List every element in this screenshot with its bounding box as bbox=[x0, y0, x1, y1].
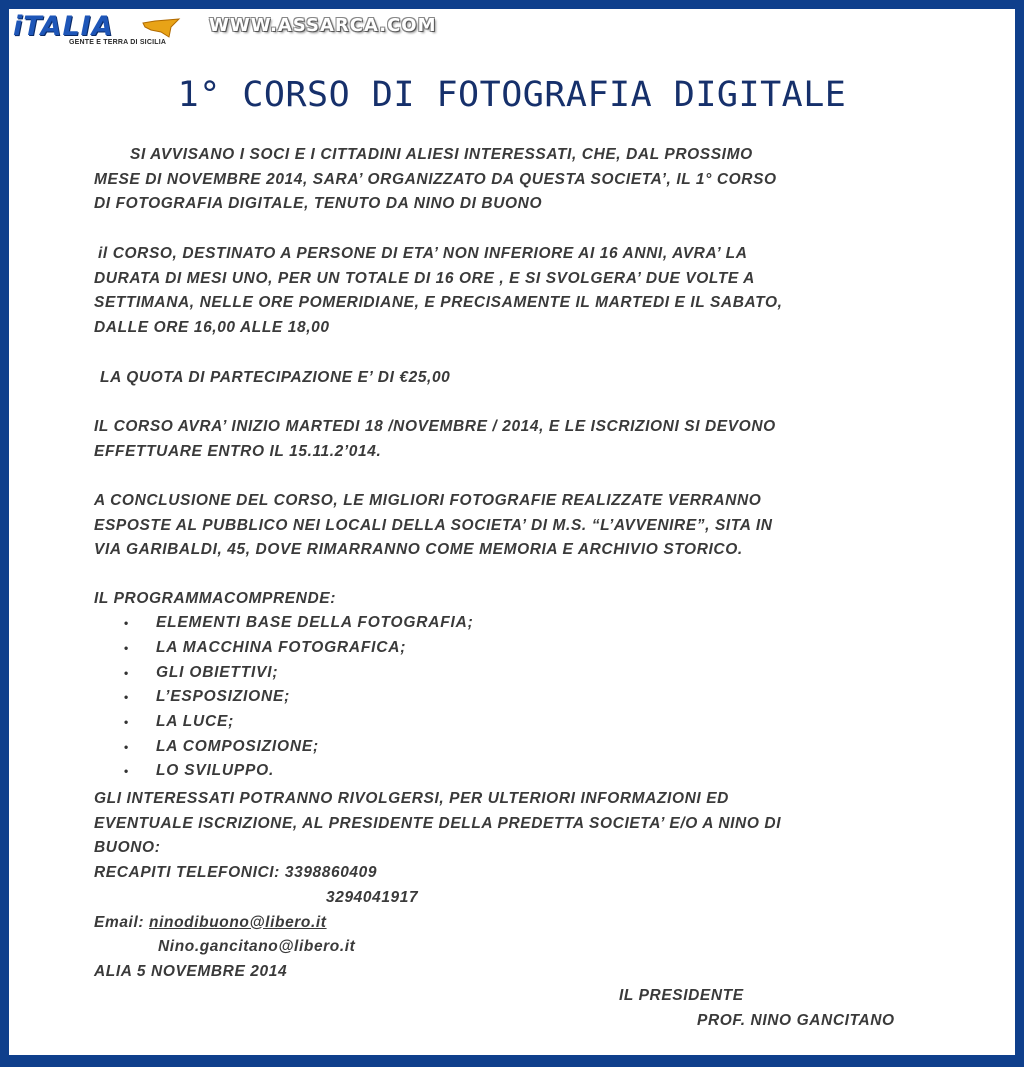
email-line bbox=[94, 911, 946, 936]
program-heading bbox=[94, 587, 946, 612]
italia-logo[interactable] bbox=[11, 11, 201, 51]
text-line: SI AVVISANO I SOCI E I CITTADINI ALIESI INTERESSATI, CHE, DAL PROSSIMO bbox=[130, 146, 753, 163]
list-item-text: LA MACCHINA FOTOGRAFICA; bbox=[156, 639, 407, 657]
bullet-icon: • bbox=[124, 715, 130, 730]
logo-text: iTALIA bbox=[13, 11, 114, 42]
paragraph-fee bbox=[94, 366, 946, 391]
sicily-map-icon bbox=[141, 17, 181, 39]
document-date: ALIA 5 NOVEMBRE 2014 bbox=[94, 962, 288, 980]
bullet-icon: • bbox=[124, 739, 130, 754]
paragraph-start-date bbox=[94, 415, 946, 464]
text-line: VIA GARIBALDI, 45, DOVE RIMARRANNO COME MEMORIA E ARCHIVIO STORICO. bbox=[94, 541, 743, 559]
text-line: LA QUOTA DI PARTECIPAZIONE E’ DI €25,00 bbox=[100, 369, 451, 386]
text-line: EFFETTUARE ENTRO IL 15.11.2’014. bbox=[94, 442, 382, 460]
signature-role: IL PRESIDENTE bbox=[619, 987, 744, 1004]
phone-label: RECAPITI TELEFONICI: bbox=[94, 864, 280, 882]
bullet-icon: • bbox=[124, 616, 130, 631]
text-line: IL PROGRAMMACOMPRENDE: bbox=[94, 590, 336, 607]
list-item bbox=[94, 685, 694, 710]
text-line: SETTIMANA, NELLE ORE POMERIDIANE, E PRECISAMENTE IL MARTEDI E IL SABATO, bbox=[94, 294, 783, 312]
paragraph-course-details bbox=[94, 242, 946, 341]
list-item-text: LA LUCE; bbox=[156, 713, 235, 731]
logo-subtitle: GENTE E TERRA DI SICILIA bbox=[69, 39, 167, 46]
phone-line bbox=[94, 861, 946, 886]
page-title: 1° CORSO DI FOTOGRAFIA DIGITALE bbox=[177, 75, 847, 115]
phone-number[interactable]: 3294041917 bbox=[326, 888, 419, 906]
email-link[interactable]: ninodibuono@libero.it bbox=[149, 913, 327, 931]
paragraph-intro bbox=[94, 143, 946, 217]
email-label: Email: bbox=[94, 913, 145, 931]
list-item bbox=[94, 660, 694, 685]
phone-number[interactable]: 3398860409 bbox=[284, 864, 378, 882]
text-line: DURATA DI MESI UNO, PER UN TOTALE DI 16 ORE , E SI SVOLGERA’ DUE VOLTE A bbox=[94, 269, 755, 287]
text-line: DALLE ORE 16,00 ALLE 18,00 bbox=[94, 319, 330, 337]
list-item-text: GLI OBIETTIVI; bbox=[156, 663, 279, 681]
program-list bbox=[94, 611, 694, 784]
text-line: EVENTUALE ISCRIZIONE, AL PRESIDENTE DELLA PREDETTA SOCIETA’ E/O A NINO DI bbox=[94, 814, 782, 832]
document-page bbox=[9, 9, 1015, 1055]
email-link[interactable]: Nino.gancitano@libero.it bbox=[158, 938, 356, 956]
text-line: il CORSO, DESTINATO A PERSONE DI ETA’ NON INFERIORE AI 16 ANNI, AVRA’ LA bbox=[98, 245, 748, 262]
list-item-text: LA COMPOSIZIONE; bbox=[156, 737, 319, 755]
list-item bbox=[94, 710, 694, 735]
bullet-icon: • bbox=[124, 665, 130, 680]
list-item-text: LO SVILUPPO. bbox=[156, 762, 275, 780]
text-line: IL CORSO AVRA’ INIZIO MARTEDI 18 /NOVEMBRE / 2014, E LE ISCRIZIONI SI DEVONO bbox=[94, 418, 776, 435]
list-item-text: ELEMENTI BASE DELLA FOTOGRAFIA; bbox=[156, 614, 474, 632]
text-line: ESPOSTE AL PUBBLICO NEI LOCALI DELLA SOCIETA’ DI M.S. “L’AVVENIRE”, SITA IN bbox=[94, 516, 773, 534]
text-line: BUONO: bbox=[94, 839, 161, 857]
signature-name: PROF. NINO GANCITANO bbox=[697, 1012, 895, 1029]
list-item bbox=[94, 734, 694, 759]
text-line: DI FOTOGRAFIA DIGITALE, TENUTO DA NINO DI BUONO bbox=[94, 195, 543, 213]
list-item bbox=[94, 611, 694, 636]
list-item bbox=[94, 636, 694, 661]
text-line: MESE DI NOVEMBRE 2014, SARA’ ORGANIZZATO DA QUESTA SOCIETA’, IL 1° CORSO bbox=[94, 170, 777, 188]
bullet-icon: • bbox=[124, 690, 130, 705]
bullet-icon: • bbox=[124, 764, 130, 779]
list-item bbox=[94, 759, 694, 784]
paragraph-exhibition bbox=[94, 489, 946, 563]
contact-info bbox=[94, 787, 946, 985]
bullet-icon: • bbox=[124, 641, 130, 656]
list-item-text: L’ESPOSIZIONE; bbox=[156, 688, 291, 706]
text-line: A CONCLUSIONE DEL CORSO, LE MIGLIORI FOTOGRAFIE REALIZZATE VERRANNO bbox=[94, 492, 762, 509]
text-line: GLI INTERESSATI POTRANNO RIVOLGERSI, PER ULTERIORI INFORMAZIONI ED bbox=[94, 790, 729, 807]
site-url-watermark: WWW.ASSARCA.COM bbox=[209, 15, 437, 36]
